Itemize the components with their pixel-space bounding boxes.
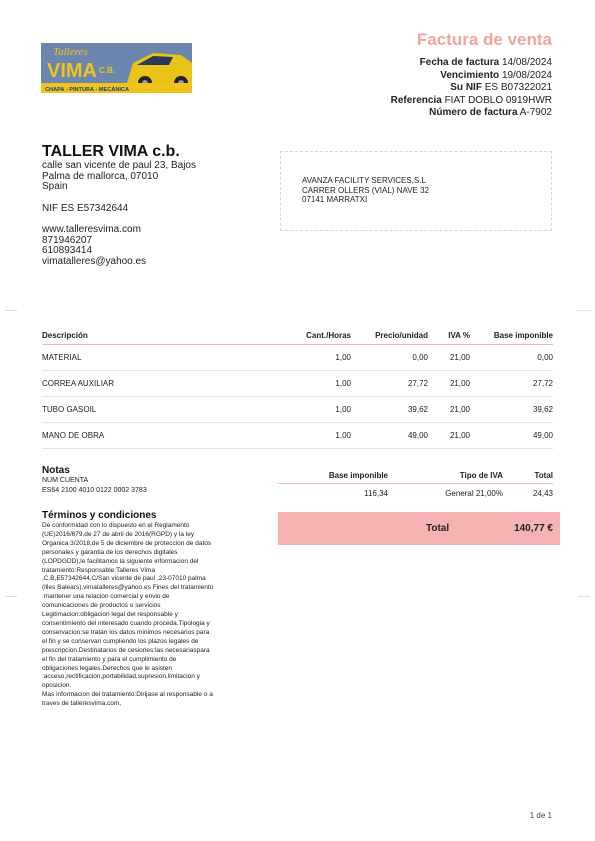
meta-reference: Referencia FIAT DOBLO 0919HWR (390, 94, 552, 106)
terms-title: Términos y condiciones (42, 510, 157, 521)
terms-line: el fin y se conservan cumpliendo los plazos legales de (42, 637, 199, 645)
company-name: TALLER VIMA c.b. (42, 143, 180, 160)
terms-section (42, 510, 248, 709)
terms-line: Mas informacion del tratamiento:Dirijase al responsable o a (42, 691, 213, 699)
terms-line: obligaciones legales.Derechos que le asisten (42, 664, 173, 672)
terms-line: (LOPDGDD),le facilitamos la siguiente informacion del (42, 557, 199, 565)
client-address (302, 176, 429, 205)
item-tax-base: 39,62 (470, 396, 553, 422)
company-address-line1: calle san vicente de paul 23, Bajos (42, 160, 196, 171)
logo-text-cb: C.B. (99, 66, 115, 75)
tax-header-row (278, 468, 553, 483)
tax-col-header-base: Base imponible (278, 468, 388, 483)
client-address-line1: CARRER OLLERS (VIAL) NAVE 32 (302, 185, 430, 195)
company-nif: NIF ES E57342644 (42, 202, 129, 214)
grand-total-label: Total (426, 523, 450, 534)
item-vat: 21,00 (428, 344, 470, 370)
terms-line: :acceso,rectificacion,portabilidad,supresion,limitacion y (42, 673, 200, 681)
terms-line: tratamiento:Responsable:Talleres Vima (42, 566, 155, 574)
meta-client-nif: Su NIF ES B07322021 (450, 82, 552, 94)
tax-summary-table (278, 468, 553, 504)
tax-type-value: General 21,00% (445, 489, 503, 499)
notes-title: Notas (42, 465, 70, 476)
item-tax-base: 0,00 (470, 344, 553, 370)
item-description: MANO DE OBRA (42, 422, 247, 448)
logo-text-top: Talleres (53, 46, 88, 58)
terms-line: ,C.B,E57342644,C/San vicente de paul ,23-07010 palma (42, 575, 206, 583)
terms-line: traves de talleresvima.com, (42, 700, 122, 708)
company-website: www.talleresvima.com (42, 224, 141, 235)
terms-line: :mantener una relacion comercial y envio de (42, 593, 170, 601)
issuer-block (42, 143, 196, 267)
company-country: Spain (42, 181, 68, 192)
terms-line: Organica 3/2018,de 5 de diciembre de proteccion de datos (42, 539, 212, 547)
terms-line: oposicion. (42, 682, 72, 690)
tax-total-value: 24,43 (532, 489, 553, 499)
item-tax-base: 49,00 (470, 422, 553, 448)
item-vat: 21,00 (428, 370, 470, 396)
company-phone-1: 871946207 (42, 234, 93, 246)
terms-line: personales y garantia de los derechos digitales (42, 548, 178, 556)
company-address-line2: Palma de mallorca, 07010 (42, 170, 159, 182)
item-tax-base: 27,72 (470, 370, 553, 396)
client-address-line2: 07141 MARRATXI (302, 195, 368, 205)
terms-line: comunicaciones de productos o servicios (42, 602, 161, 610)
item-quantity: 1,00 (247, 344, 351, 370)
fold-mark (5, 596, 17, 597)
line-items-table (42, 327, 553, 449)
client-name: AVANZA FACILITY SERVICES,S.L (302, 176, 426, 185)
terms-line: (illes Balears),vimatalleres@yahoo.es Fines del tratamiento (42, 584, 214, 592)
grand-total-value: 140,77 € (514, 523, 553, 534)
item-description: MATERIAL (42, 344, 247, 370)
notes-line-1: NUM CUENTA (42, 477, 89, 484)
fold-mark (578, 310, 590, 311)
table-header-row (42, 327, 553, 344)
meta-due-date: Vencimiento 19/08/2024 (440, 69, 552, 81)
item-quantity: 1,00 (247, 370, 351, 396)
invoice-title: Factura de venta (416, 30, 552, 49)
logo-tagline: CHAPA - PINTURA - MECÁNICA (45, 87, 130, 93)
notes-section (42, 465, 147, 495)
notes-line-2: ES64 2100 4010 0122 0002 3783 (42, 486, 147, 494)
item-description: TUBO GASOIL (42, 396, 247, 422)
item-quantity: 1,00 (247, 396, 351, 422)
item-vat: 21,00 (428, 422, 470, 448)
terms-line: el fin del tratamiento y para el cumplimiento de (42, 655, 177, 663)
item-unit-price: 27,72 (351, 370, 428, 396)
terms-line: De conformidad con lo dispuesto en el Reglamento (42, 522, 190, 529)
terms-line: consentimiento del interesado cuando proceda.Tipologia y (42, 619, 210, 627)
tax-base-value: 116,34 (364, 489, 388, 499)
item-vat: 21,00 (428, 396, 470, 422)
col-header-tax-base: Base imponible (470, 327, 553, 344)
col-header-unit-price: Precio/unidad (351, 327, 428, 344)
terms-line: Legitimacion:obligacion legal del responsable y (42, 611, 178, 619)
table-row (42, 422, 553, 448)
item-description: CORREA AUXILIAR (42, 370, 247, 396)
meta-invoice-number: Número de factura A-7902 (429, 107, 552, 119)
item-quantity: 1,00 (247, 422, 351, 448)
terms-line: prescripcion.Destinatarios de cesiones:las necesariaspara (42, 646, 210, 654)
grand-total-box (278, 512, 560, 545)
meta-invoice-date: Fecha de factura 14/08/2024 (419, 57, 552, 68)
company-email: vimatalleres@yahoo.es (42, 255, 147, 267)
invoice-meta (391, 57, 552, 120)
table-row (42, 370, 553, 396)
table-row (42, 396, 553, 422)
company-logo (41, 43, 192, 93)
table-row (42, 344, 553, 370)
item-unit-price: 0,00 (351, 344, 428, 370)
fold-mark (5, 310, 17, 311)
item-unit-price: 39,62 (351, 396, 428, 422)
company-phone-2: 610893414 (42, 245, 93, 256)
tax-row (278, 483, 553, 504)
col-header-vat: IVA % (428, 327, 470, 344)
fold-mark (578, 596, 590, 597)
col-header-quantity: Cant./Horas (247, 327, 351, 344)
item-unit-price: 49,00 (351, 422, 428, 448)
tax-col-header-type: Tipo de IVA (388, 468, 503, 483)
terms-line: (UE)2016/679,de 27 de abril de 2016(RGPD) y la ley (42, 530, 195, 538)
page-number: 1 de 1 (529, 811, 552, 820)
tax-col-header-total: Total (503, 468, 553, 483)
logo-text-main: VIMA (47, 60, 97, 82)
terms-line: conservacion:se tratan los datos minimos necesarios para (42, 628, 210, 636)
col-header-description: Descripción (42, 327, 247, 344)
